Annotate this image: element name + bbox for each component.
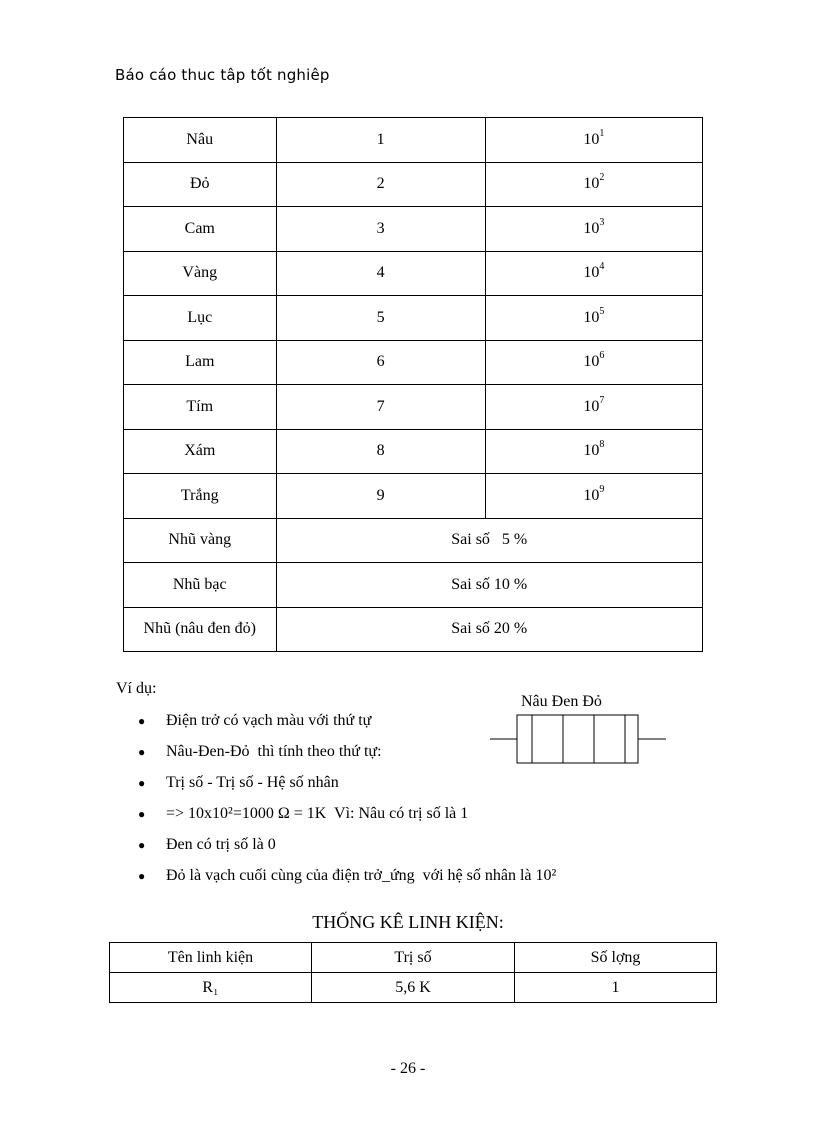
col-header-name: Tên linh kiện — [110, 943, 312, 973]
multiplier-base: 10 — [583, 308, 600, 326]
multiplier-base: 10 — [583, 130, 600, 148]
color-row — [124, 296, 703, 341]
multiplier-exponent: 5 — [599, 305, 605, 317]
resistor-diagram-label: Nâu Đen Đỏ — [521, 693, 602, 710]
digit-cell: 1 — [276, 118, 485, 163]
col-header-value: Trị số — [312, 943, 515, 973]
color-name-cell: Lục — [124, 296, 277, 341]
resistor-color-code-table — [123, 117, 703, 652]
digit-cell: 2 — [276, 162, 485, 207]
digit-cell: 6 — [276, 340, 485, 385]
color-row — [124, 207, 703, 252]
component-table-header-row — [110, 943, 717, 973]
digit-cell: 3 — [276, 207, 485, 252]
multiplier-base: 10 — [583, 264, 600, 282]
component-value-cell: 5,6 K — [312, 973, 515, 1003]
color-name-cell: Trắng — [124, 474, 277, 519]
component-row — [110, 973, 717, 1003]
multiplier-base: 10 — [583, 219, 600, 237]
color-name-cell: Vàng — [124, 251, 277, 296]
color-name-cell: Tím — [124, 385, 277, 430]
digit-cell: 7 — [276, 385, 485, 430]
multiplier-exponent: 2 — [599, 172, 605, 184]
page-number: - 26 - — [390, 1060, 426, 1077]
component-name-cell: R₁ — [110, 973, 312, 1003]
tolerance-row — [124, 563, 703, 608]
multiplier-cell — [485, 340, 702, 385]
color-name-cell: Nâu — [124, 118, 277, 163]
multiplier-base: 10 — [583, 486, 600, 504]
multiplier-cell — [485, 251, 702, 296]
document-header: Báo cáo thuc tâp tốt nghiêp — [115, 66, 330, 84]
color-name-cell: Đỏ — [124, 162, 277, 207]
multiplier-cell — [485, 474, 702, 519]
example-bullet: ● Đen có trị số là 0 — [138, 832, 556, 863]
tolerance-row — [124, 607, 703, 652]
multiplier-base: 10 — [583, 353, 600, 371]
tolerance-value-cell: Sai số 20 % — [276, 607, 703, 652]
tolerance-label-cell: Nhũ vàng — [124, 518, 277, 563]
tolerance-label-cell: Nhũ (nâu đen đỏ) — [124, 607, 277, 652]
color-row — [124, 385, 703, 430]
color-name-cell: Xám — [124, 429, 277, 474]
multiplier-cell — [485, 296, 702, 341]
col-header-qty: Số lợng — [515, 943, 717, 973]
multiplier-exponent: 9 — [599, 483, 605, 495]
multiplier-exponent: 6 — [599, 350, 605, 362]
example-bullet: ● => 10x10²=1000 Ω = 1K Vì: Nâu có trị số là 1 — [138, 801, 556, 832]
multiplier-cell — [485, 385, 702, 430]
component-qty-cell: 1 — [515, 973, 717, 1003]
color-row — [124, 429, 703, 474]
color-name-cell: Cam — [124, 207, 277, 252]
tolerance-value-cell: Sai số 10 % — [276, 563, 703, 608]
color-name-cell: Lam — [124, 340, 277, 385]
tolerance-label-cell: Nhũ bạc — [124, 563, 277, 608]
tolerance-row — [124, 518, 703, 563]
multiplier-exponent: 3 — [599, 216, 605, 228]
example-bullet: ● Nâu-Đen-Đỏ thì tính theo thứ tự: — [138, 739, 556, 770]
component-stats-table — [109, 942, 717, 1003]
digit-cell: 4 — [276, 251, 485, 296]
multiplier-cell — [485, 429, 702, 474]
color-row — [124, 340, 703, 385]
multiplier-base: 10 — [583, 175, 600, 193]
multiplier-exponent: 1 — [599, 127, 605, 139]
multiplier-base: 10 — [583, 397, 600, 415]
example-heading: Ví dụ: — [116, 680, 157, 697]
tolerance-value-cell: Sai số 5 % — [276, 518, 703, 563]
component-stats-title: THỐNG KÊ LINH KIỆN: — [312, 912, 504, 932]
multiplier-exponent: 4 — [599, 261, 605, 273]
example-bullet: ● Trị số - Trị số - Hệ số nhân — [138, 770, 556, 801]
color-row — [124, 118, 703, 163]
multiplier-base: 10 — [583, 442, 600, 460]
multiplier-exponent: 7 — [599, 394, 605, 406]
color-row — [124, 162, 703, 207]
digit-cell: 9 — [276, 474, 485, 519]
example-bullet: ● Điện trở có vạch màu với thứ tự — [138, 708, 556, 739]
example-bullet: ● Đỏ là vạch cuối cùng của điện trở_ứng với hệ số nhân là 10² — [138, 863, 556, 894]
digit-cell: 8 — [276, 429, 485, 474]
multiplier-cell — [485, 118, 702, 163]
multiplier-cell — [485, 207, 702, 252]
resistor-body — [517, 715, 638, 763]
color-row — [124, 474, 703, 519]
multiplier-exponent: 8 — [599, 439, 605, 451]
resistor-diagram — [490, 712, 666, 766]
color-row — [124, 251, 703, 296]
multiplier-cell — [485, 162, 702, 207]
digit-cell: 5 — [276, 296, 485, 341]
